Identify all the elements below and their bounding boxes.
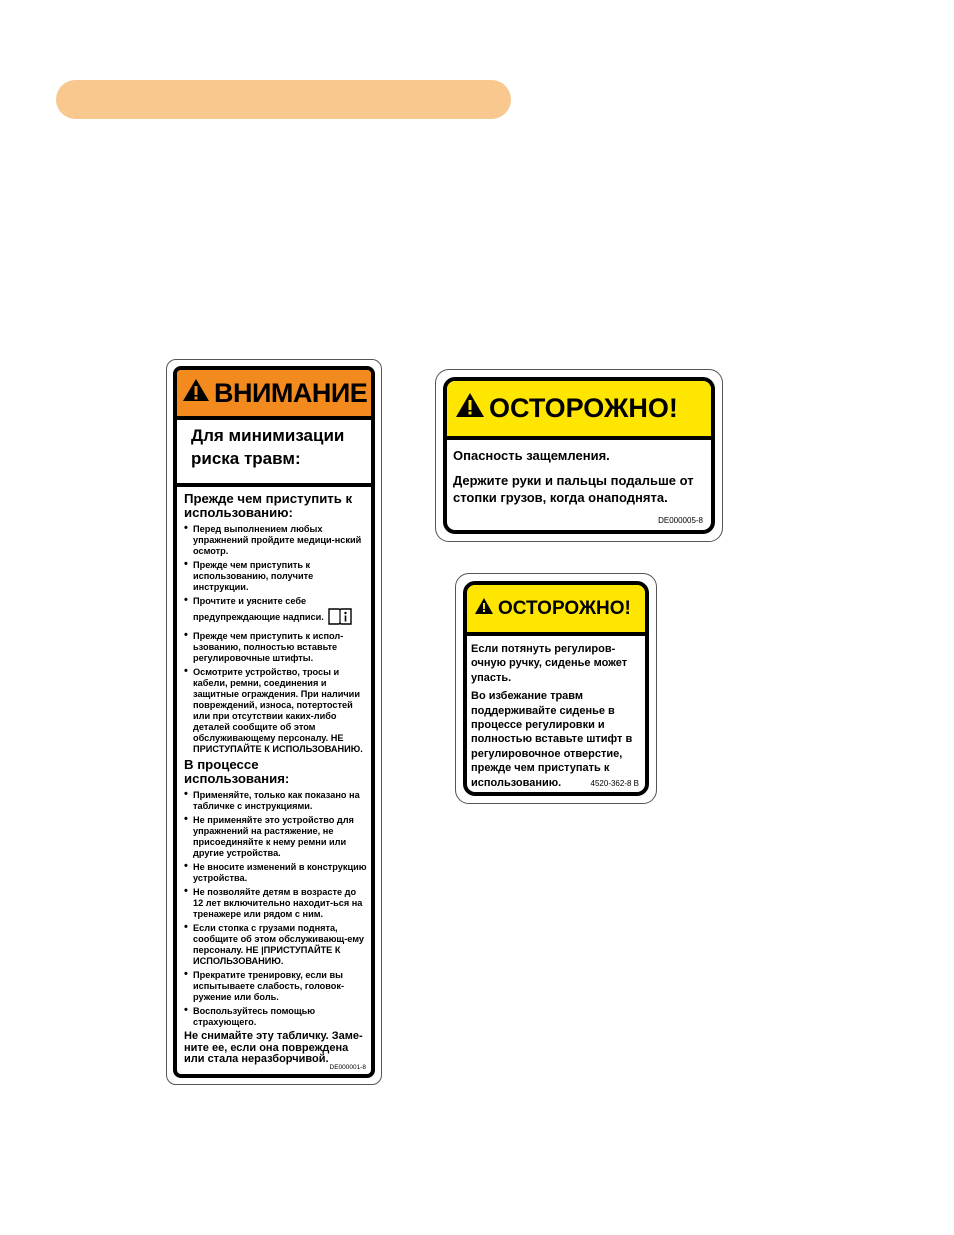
caution-section1-list [184, 524, 367, 755]
list-item-text: Прочтите и уясните себе предупреждающие надписи. [193, 596, 324, 622]
pinch-warning-line2: Держите руки и пальцы подальше от стопки грузов, когда онаподнята. [453, 473, 694, 505]
pinch-warning-title: ОСТОРОЖНО! [489, 393, 678, 423]
seat-warning-code: 4520-362-8 B [590, 779, 639, 788]
list-item: • Прекратите тренировку, если вы испытываете слабость, головок-ружение или боль. [184, 970, 367, 1003]
caution-label [166, 359, 382, 1085]
list-item: • Применяйте, только как показано на табличке с инструкциями. [184, 790, 367, 812]
caution-label-title: ВНИМАНИЕ [214, 377, 368, 408]
caution-label-footer: Не снимайте эту табличку. Заме-ните ее, если она повреждена или стала неразборчивой. [184, 1030, 363, 1065]
caution-label-subheader: Для минимизации риска травм: [177, 420, 371, 487]
seat-warning-para2: Во избежание травм поддерживайте сиденье в процессе регулировки и полностью вставьте штифт в регулировочное отверстие, прежде чем приступать к использованию. [471, 690, 633, 789]
caution-label-body [177, 487, 371, 1066]
list-item: • Воспользуйтесь помощью страхующего. [184, 1006, 367, 1028]
list-item: • Осмотрите устройство, тросы и кабели, ремни, соединения и защитные ограждения. При наличии повреждений, износа, потертостей или при отсутствии каких-либо деталей сообщите об этом обслуживающему персоналу. НЕ ПРИСТУПАЙТЕ К ИСПОЛЬЗОВАНИЮ. [184, 667, 367, 755]
caution-label-frame [173, 366, 375, 1078]
seat-warning-label [455, 573, 657, 804]
pinch-warning-line1: Опасность защемления. [453, 448, 610, 463]
pinch-warning-frame [443, 377, 715, 534]
list-item: • Если стопка с грузами поднята, сообщите об этом обслуживающ-ему персоналу. НЕ |ПРИСТУПАЙТЕ К ИСПОЛЬЗОВАНИЮ. [184, 923, 367, 967]
list-item: • Не вносите изменений в конструкцию устройства. [184, 862, 367, 884]
warning-triangle-icon [455, 392, 485, 425]
manual-book-icon [328, 607, 352, 628]
list-item [184, 596, 367, 628]
list-item: • Прежде чем приступить к испол-ьзованию, полностью вставьте регулировочные штифты. [184, 631, 367, 664]
caution-section1-title: Прежде чем приступить к использованию: [184, 491, 353, 520]
seat-warning-header [467, 585, 645, 636]
pinch-warning-header [447, 381, 711, 440]
warning-triangle-icon [474, 597, 494, 621]
seat-warning-title: ОСТОРОЖНО! [498, 597, 631, 619]
list-item: • Не применяйте это устройство для упражнений на растяжение, не присоединяйте к нему ремни или другие устройства. [184, 815, 367, 859]
pinch-warning-code: DE000005-8 [658, 516, 703, 525]
list-item: • Не позволяйте детям в возрасте до 12 лет включительно находит-ься на тренажере или рядом с ним. [184, 887, 367, 920]
seat-warning-frame [463, 581, 649, 796]
list-item: • Перед выполнением любых упражнений пройдите медици-нский осмотр. [184, 524, 367, 557]
warning-triangle-icon [182, 378, 210, 409]
caution-label-code: DE000001-8 [329, 1064, 366, 1071]
list-item: • Прежде чем приступить к использованию, получите инструкции. [184, 560, 367, 593]
pinch-warning-label [435, 369, 723, 542]
section-header-bar [56, 80, 511, 119]
caution-section2-title: В процессе использования: [184, 757, 290, 786]
seat-warning-para1: Если потянуть регулиров-очную ручку, сиденье может упасть. [471, 643, 628, 684]
caution-section2-list [184, 790, 367, 1028]
caution-label-header [177, 370, 371, 420]
